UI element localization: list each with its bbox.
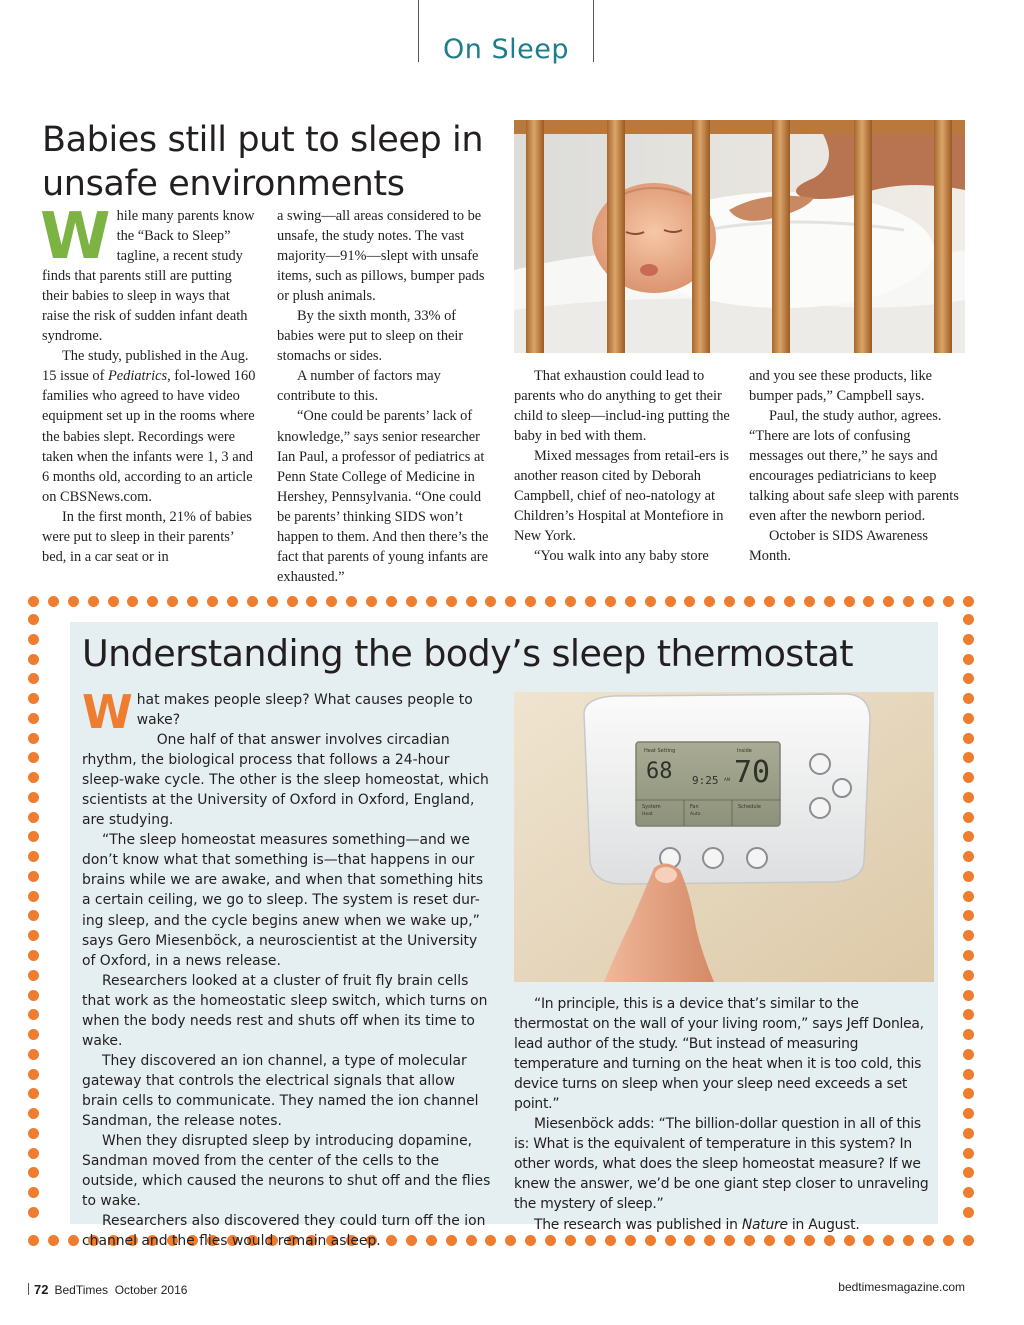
border-dot xyxy=(28,950,39,961)
border-dot xyxy=(28,930,39,941)
border-dot xyxy=(346,596,357,607)
paragraph: They discovered an ion channel, a type of molecular gateway that controls the electrical signals that allow brain cells to communicate. They named the ion channel Sandman, the release notes. xyxy=(82,1052,479,1129)
border-dot xyxy=(28,596,39,607)
border-dot xyxy=(963,812,974,823)
border-dot xyxy=(187,596,198,607)
border-dot xyxy=(963,1167,974,1178)
lcd-setting: 68 xyxy=(646,759,673,784)
border-dot xyxy=(28,772,39,783)
paragraph: October is SIDS Awareness Month. xyxy=(749,528,928,565)
footer-left xyxy=(28,1282,187,1297)
border-dot xyxy=(267,596,278,607)
paragraph: Mixed messages from retail-ers is another reason cited by Deborah Campbell, chief of neo-natology at Children’s Hospital at Montefiore in New York. xyxy=(514,448,730,545)
border-dot xyxy=(923,1235,934,1246)
publication-name: BedTimes xyxy=(54,1283,109,1297)
border-dot xyxy=(963,1207,974,1218)
paragraph: That exhaustion could lead to parents who do anything to get their child to sleep—includ-ing putting the baby in bed with them. xyxy=(514,368,730,445)
border-dot xyxy=(366,596,377,607)
border-dot xyxy=(28,1167,39,1178)
border-dot xyxy=(28,1128,39,1139)
article2-column-1 xyxy=(82,685,494,1251)
border-dot xyxy=(963,792,974,803)
article1-headline: Babies still put to sleep in unsafe environments xyxy=(42,120,484,204)
border-dot xyxy=(963,930,974,941)
thermostat-photo xyxy=(514,692,934,982)
border-dot xyxy=(963,634,974,645)
border-dot xyxy=(724,596,735,607)
border-dot xyxy=(247,596,258,607)
paragraph: Researchers looked at a cluster of fruit fly brain cells that work as the homeostatic sleep switch, which turns on when the body needs rest and shuts off when its time to wake. xyxy=(82,972,488,1049)
border-dot xyxy=(68,596,79,607)
border-dot xyxy=(28,851,39,862)
border-dot xyxy=(844,1235,855,1246)
paragraph: hat makes people sleep? What causes people to wake? xyxy=(136,692,473,729)
border-dot xyxy=(704,1235,715,1246)
border-dot xyxy=(863,596,874,607)
border-dot xyxy=(963,1235,974,1246)
lcd-fan-value: Auto xyxy=(690,812,701,817)
border-dot xyxy=(545,596,556,607)
border-dot xyxy=(28,891,39,902)
border-dot xyxy=(963,1069,974,1080)
border-dot xyxy=(963,851,974,862)
lcd-schedule-label: Schedule xyxy=(738,804,761,810)
border-dot xyxy=(28,792,39,803)
border-dot xyxy=(963,1187,974,1198)
border-dot xyxy=(525,1235,536,1246)
border-dot xyxy=(28,1069,39,1080)
border-dot xyxy=(963,673,974,684)
border-dot xyxy=(227,596,238,607)
border-dot xyxy=(963,1049,974,1060)
border-dot xyxy=(963,693,974,704)
border-dot xyxy=(207,596,218,607)
paragraph: In the first month, 21% of babies were put to sleep in their parents’ bed, in a car seat or in xyxy=(42,508,252,565)
border-dot xyxy=(605,1235,616,1246)
paragraph: “You walk into any baby store xyxy=(534,548,709,565)
border-dot xyxy=(28,1009,39,1020)
issue-date: October 2016 xyxy=(114,1283,188,1297)
border-dot xyxy=(903,1235,914,1246)
border-dot xyxy=(505,596,516,607)
border-dot xyxy=(764,596,775,607)
border-dot xyxy=(28,614,39,625)
border-dot xyxy=(804,1235,815,1246)
border-dot xyxy=(704,596,715,607)
border-dot xyxy=(963,654,974,665)
border-dot xyxy=(48,596,59,607)
border-dot xyxy=(28,693,39,704)
paragraph: Paul, the study author, agrees. “There are lots of confusing messages out there,” he says and encourages pediatricians to keep talking about safe sleep with parents even after the newborn period. xyxy=(749,408,959,525)
border-dot xyxy=(485,596,496,607)
border-dot xyxy=(784,596,795,607)
border-dot xyxy=(963,752,974,763)
border-dot xyxy=(625,596,636,607)
border-dot xyxy=(28,752,39,763)
lcd-system-value: Heat xyxy=(642,812,653,817)
border-dot xyxy=(684,596,695,607)
article2-headline: Understanding the body’s sleep thermostat xyxy=(82,632,853,675)
border-dot xyxy=(824,1235,835,1246)
border-dot xyxy=(306,596,317,607)
border-dot xyxy=(505,1235,516,1246)
baby-crib-photo xyxy=(514,120,965,353)
border-dot xyxy=(784,1235,795,1246)
border-dot xyxy=(28,871,39,882)
page-number: 72 xyxy=(34,1282,49,1297)
lcd-right-label: Inside xyxy=(737,748,752,754)
border-dot xyxy=(963,713,974,724)
border-dot xyxy=(28,1235,39,1246)
paragraph: hile many parents know the “Back to Sleep” tagline, a recent study finds that parents still are putting their babies to sleep in ways that raise the risk of sudden infant death syndrome. xyxy=(42,208,255,345)
paragraph: Researchers also discovered they could turn off the ion channel and the flies would remain asleep. xyxy=(82,1213,486,1250)
paragraph: “In principle, this is a device that’s similar to the thermostat on the wall of your living room,” says Jeff Donlea, lead author of the study. “But instead of measuring temperature and turning on the heat when it is too cold, this device turns on sleep when your sleep need exceeds a set point.” xyxy=(514,996,924,1113)
border-dot xyxy=(963,614,974,625)
border-dot xyxy=(963,1148,974,1159)
border-dot xyxy=(923,596,934,607)
article1-column-1 xyxy=(40,200,260,567)
border-dot xyxy=(724,1235,735,1246)
border-dot xyxy=(127,596,138,607)
border-dot xyxy=(963,772,974,783)
lcd-fan-label: Fan xyxy=(690,804,699,810)
border-dot xyxy=(684,1235,695,1246)
border-dot xyxy=(28,970,39,981)
border-dot xyxy=(108,596,119,607)
border-dot xyxy=(963,596,974,607)
border-dot xyxy=(28,1049,39,1060)
border-dot xyxy=(963,970,974,981)
paragraph: “The sleep homeostat measures something—and we don’t know what that something is—that happens in our brains while we are awake, and when that something hits a certain ceiling, we go to sleep. The system is reset dur-ing sleep, and the cycle begins anew when we wake up,” says Gero Miesenböck, a neuroscientist at the University of Oxford, in a news release. xyxy=(82,832,484,969)
paragraph: One half of that answer involves circadian rhythm, the biological process that follows a 24-hour sleep-wake cycle. The other is the sleep homeostat, which scientists at the University of Oxford in Oxford, England, are studying. xyxy=(82,732,489,829)
border-dot xyxy=(426,596,437,607)
border-dot xyxy=(625,1235,636,1246)
border-dot xyxy=(963,831,974,842)
lcd-system-label: System xyxy=(642,804,661,810)
paragraph: The study, published in the Aug. 15 issue of Pediatrics, fol-lowed 160 families who agreed to have video equipment set up in the rooms where the babies slept. Recordings were taken when the infants were 1, 3 and 6 months old, according to an article on CBSNews.com. xyxy=(42,348,256,505)
border-dot xyxy=(28,654,39,665)
border-dot xyxy=(28,1148,39,1159)
article2-dropcap: W xyxy=(82,685,133,739)
border-dot xyxy=(525,596,536,607)
border-dot xyxy=(28,1187,39,1198)
paragraph: A number of factors may contribute to this. xyxy=(277,368,441,405)
border-dot xyxy=(565,596,576,607)
article1-column-4 xyxy=(749,366,967,566)
border-dot xyxy=(665,596,676,607)
section-title: On Sleep xyxy=(443,34,569,65)
dotted-border-top xyxy=(28,596,974,607)
border-dot xyxy=(585,596,596,607)
border-dot xyxy=(764,1235,775,1246)
lcd-time: 9:25 xyxy=(692,774,719,787)
border-dot xyxy=(326,596,337,607)
border-dot xyxy=(68,1235,79,1246)
border-dot xyxy=(963,910,974,921)
border-dot xyxy=(605,596,616,607)
border-dot xyxy=(565,1235,576,1246)
website-link[interactable]: bedtimesmagazine.com xyxy=(838,1280,965,1294)
border-dot xyxy=(28,910,39,921)
border-dot xyxy=(943,596,954,607)
border-dot xyxy=(963,1128,974,1139)
border-dot xyxy=(28,733,39,744)
border-dot xyxy=(406,596,417,607)
border-dot xyxy=(28,990,39,1001)
border-dot xyxy=(744,596,755,607)
border-dot xyxy=(28,1088,39,1099)
lcd-inside: 70 xyxy=(734,755,771,790)
border-dot xyxy=(167,596,178,607)
border-dot xyxy=(645,596,656,607)
article1-column-3 xyxy=(514,366,732,566)
border-dot xyxy=(147,596,158,607)
border-dot xyxy=(446,596,457,607)
paragraph: Miesenböck adds: “The billion-dollar question in all of this is: What is the equivalent of temperature in this system? In other words, what does the sleep homeostat measure? If we knew the answer, we’d be one giant step closer to unraveling the mystery of sleep.” xyxy=(514,1116,929,1213)
footer-rule xyxy=(28,1283,29,1295)
border-dot xyxy=(963,950,974,961)
paragraph: and you see these products, like bumper pads,” Campbell says. xyxy=(749,368,933,405)
border-dot xyxy=(287,596,298,607)
border-dot xyxy=(466,596,477,607)
border-dot xyxy=(545,1235,556,1246)
border-dot xyxy=(963,990,974,1001)
lcd-left-label: Heat Setting xyxy=(644,748,676,754)
border-dot xyxy=(28,1108,39,1119)
border-dot xyxy=(28,713,39,724)
border-dot xyxy=(585,1235,596,1246)
border-dot xyxy=(963,733,974,744)
paragraph: The research was published in Nature in August. xyxy=(534,1216,860,1233)
border-dot xyxy=(963,1029,974,1040)
border-dot xyxy=(28,634,39,645)
border-dot xyxy=(943,1235,954,1246)
dotted-border-left xyxy=(28,614,39,1218)
border-dot xyxy=(844,596,855,607)
border-dot xyxy=(28,812,39,823)
paragraph: a swing—all areas considered to be unsafe, the study notes. The vast majority—91%—slept with unsafe items, such as pillows, bumper pads or plush animals. xyxy=(277,208,485,305)
border-dot xyxy=(744,1235,755,1246)
border-dot xyxy=(28,1207,39,1218)
border-dot xyxy=(804,596,815,607)
dotted-border-right xyxy=(963,614,974,1218)
article1-dropcap: W xyxy=(40,200,111,274)
border-dot xyxy=(963,1088,974,1099)
border-dot xyxy=(665,1235,676,1246)
border-dot xyxy=(903,596,914,607)
paragraph: When they disrupted sleep by introducing dopamine, Sandman moved from the center of the cells to the outside, which caused the neurons to shut off and the flies to wake. xyxy=(82,1133,491,1210)
lcd-time-suffix: AM xyxy=(724,777,731,782)
border-dot xyxy=(28,1029,39,1040)
article2-column-2 xyxy=(514,994,934,1235)
border-dot xyxy=(386,596,397,607)
border-dot xyxy=(963,1108,974,1119)
border-dot xyxy=(88,596,99,607)
border-dot xyxy=(28,831,39,842)
border-dot xyxy=(48,1235,59,1246)
paragraph: “One could be parents’ lack of knowledge,” says senior researcher Ian Paul, a professor of pediatrics at Penn State College of Medicine in Hershey, Pennsylvania. “One could be parents’ thinking SIDS won’t happen to them. And then there’s the fact that parents of young infants are exhausted.” xyxy=(277,408,489,585)
paragraph: By the sixth month, 33% of babies were put to sleep on their stomachs or sides. xyxy=(277,308,464,365)
border-dot xyxy=(863,1235,874,1246)
border-dot xyxy=(963,871,974,882)
border-dot xyxy=(28,673,39,684)
border-dot xyxy=(883,596,894,607)
border-dot xyxy=(824,596,835,607)
border-dot xyxy=(963,1009,974,1020)
border-dot xyxy=(645,1235,656,1246)
border-dot xyxy=(963,891,974,902)
border-dot xyxy=(883,1235,894,1246)
article1-column-2 xyxy=(277,206,495,587)
